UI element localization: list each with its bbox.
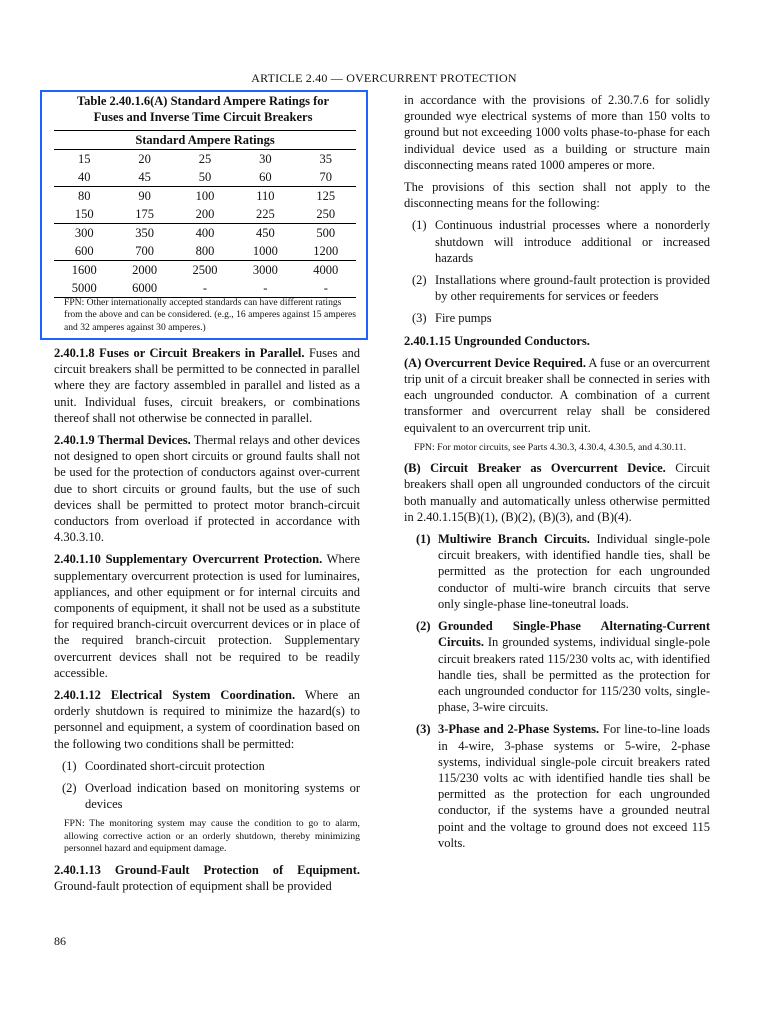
list-body: In grounded systems, individual single-pole circuit breakers rated 115/230 volts ac, with identified handle ties, shall be permitted as the protection for each ungrounded conductor for 115/230 volts, single-phase, 3-wire circuits. bbox=[438, 635, 710, 715]
table-cell: 500 bbox=[316, 225, 336, 240]
table-cell: 5000 bbox=[54, 279, 114, 298]
table-title bbox=[50, 94, 356, 125]
section-body: Where supplementary overcurrent protection is used for luminaires, appliances, and other equipment or for internal circuits and components of equipment, it shall not be used as a substitute for required branch-circuit overcurrent devices or in place of the required branch-circuit protection. Supplementary overcurrent devices shall not be required to be readily accessible. bbox=[54, 552, 360, 680]
list-text: Coordinated short-circuit protection bbox=[85, 758, 265, 773]
section-2-40-1-12 bbox=[54, 687, 360, 752]
table-row bbox=[54, 224, 356, 243]
list-text bbox=[438, 721, 710, 851]
table-cell: 800 bbox=[175, 242, 235, 261]
list-number: (2) bbox=[62, 781, 77, 796]
list-number: (3) bbox=[412, 311, 427, 326]
table-cell: 400 bbox=[195, 225, 215, 240]
table-cell: 110 bbox=[256, 188, 275, 203]
table-cell: 300 bbox=[74, 225, 94, 240]
table-title-line1: Table 2.40.1.6(A) Standard Ampere Ratings for bbox=[76, 94, 330, 108]
list-text: Installations where ground-fault protection is provided by other requirements for services or feeders bbox=[435, 273, 710, 304]
section-2-40-1-8 bbox=[54, 345, 360, 426]
table-cell: 20 bbox=[138, 151, 151, 166]
table-row bbox=[54, 279, 356, 298]
section-heading: 2.40.1.9 Thermal Devices. bbox=[54, 433, 191, 448]
table-cell: 25 bbox=[198, 151, 212, 166]
table-cell: 3000 bbox=[252, 262, 278, 277]
list-number: (1) bbox=[412, 218, 427, 233]
list-body: Individual single-pole circuit breakers, with identified handle ties, shall be permitted as the protection for each ungrounded conductor of multi-wire branch circuits that serve only single-phase line-toneutral loads. bbox=[438, 532, 710, 611]
list-text bbox=[438, 531, 710, 612]
list-item bbox=[404, 531, 710, 612]
table-cell: 250 bbox=[296, 205, 356, 224]
table-cell: 1600 bbox=[71, 262, 97, 277]
table-title-line2: Fuses and Inverse Time Circuit Breakers bbox=[93, 109, 313, 124]
table-cell: 175 bbox=[114, 205, 174, 224]
section-heading: 2.40.1.8 Fuses or Circuit Breakers in Parallel. bbox=[54, 346, 305, 360]
right-column bbox=[404, 92, 710, 851]
list-number: (3) bbox=[416, 722, 431, 737]
table-cell: 6000 bbox=[114, 279, 174, 298]
section-body: Thermal relays and other devices not designed to open short circuits or ground faults shall not be used for the protection of conductors against over-current due to short circuits or ground faults, but the use of such devices shall be permitted to protect motor branch-circuit conductors from overload if protected in accordance with 4.30.3.10. bbox=[54, 433, 360, 545]
section-2-40-1-9 bbox=[54, 432, 360, 545]
table-cell: 35 bbox=[319, 151, 333, 166]
table-cell: 40 bbox=[54, 168, 114, 187]
fpn-note: FPN: For motor circuits, see Parts 4.30.3, 4.30.4, 4.30.5, and 4.30.11. bbox=[414, 441, 687, 453]
table-cell: 150 bbox=[54, 205, 114, 224]
left-column bbox=[54, 345, 360, 894]
section-heading: 2.40.1.10 Supplementary Overcurrent Protection. bbox=[54, 552, 323, 567]
table-cell: 50 bbox=[175, 168, 235, 187]
section-body: Where an orderly shutdown is required to minimize the hazard(s) to personnel and equipment, a system of coordination based on the following two conditions shall be permitted: bbox=[54, 688, 360, 751]
table-cell: - bbox=[175, 279, 235, 298]
list-text bbox=[438, 618, 710, 715]
table-header: Standard Ampere Ratings bbox=[54, 131, 356, 150]
list-item bbox=[404, 310, 710, 326]
section-2-40-1-15-heading: 2.40.1.15 Ungrounded Conductors. bbox=[404, 333, 590, 348]
list-text: Fire pumps bbox=[435, 311, 492, 326]
table-cell: 30 bbox=[259, 151, 272, 166]
table-cell: - bbox=[235, 279, 295, 298]
section-body: Circuit breakers shall open all ungrounded conductors of the circuit both manually and automatically unless otherwise permitted in 2.40.1.15(B)(1), (B)(2), (B)(3), and (B)(4). bbox=[404, 461, 710, 524]
table-row bbox=[54, 150, 356, 169]
list-number: (2) bbox=[416, 619, 431, 634]
list-body: For line-to-line loads in 4-wire, 3-phase systems or 5-wire, 2-phase systems, individual single-pole circuit breakers rated 115/230 volts ac with identified handle ties shall be permitted as the protection for each ungrounded conductor, if the systems have a grounded neutral point and the voltage to ground does not exceed 115 volts. bbox=[438, 722, 710, 850]
table-cell: 450 bbox=[255, 225, 275, 240]
list-item bbox=[404, 618, 710, 715]
continued-paragraph: in accordance with the provisions of 2.30.7.6 for solidly grounded wye electrical systems of more than 150 volts to ground but not exceeding 1000 volts phase-to-phase for each individual device used as a building or structure main disconnecting means rated 1000 amperes or more. bbox=[404, 93, 710, 172]
list-item bbox=[404, 217, 710, 266]
list-item bbox=[404, 272, 710, 304]
table-cell: 2500 bbox=[192, 262, 218, 277]
table-cell: 125 bbox=[316, 188, 336, 203]
table-cell: 70 bbox=[296, 168, 356, 187]
list-heading: 3-Phase and 2-Phase Systems. bbox=[438, 722, 600, 737]
section-heading: (A) Overcurrent Device Required. bbox=[404, 355, 586, 370]
table-fpn: FPN: Other internationally accepted standards can have different ratings from the above and can be considered. (e.g., 16 amperes against 15 amperes and 32 amperes against 30 amperes.) bbox=[64, 297, 356, 333]
table-cell: 100 bbox=[195, 188, 215, 203]
ampere-ratings-table bbox=[54, 130, 356, 298]
table-cell: 1200 bbox=[296, 242, 356, 261]
table-cell: 1000 bbox=[235, 242, 295, 261]
section-body: Ground-fault protection of equipment shall be provided bbox=[54, 878, 332, 893]
table-cell: 45 bbox=[114, 168, 174, 187]
section-body: Fuses and circuit breakers shall be permitted to be connected in parallel where they are factory assembled in parallel and listed as a unit. Individual fuses, circuit breakers, or combinations thereof shall not otherwise be connected in parallel. bbox=[54, 346, 360, 425]
table-cell: - bbox=[296, 279, 356, 298]
list-text: Continuous industrial processes where a nonorderly shutdown will introduce additional or increased hazards bbox=[435, 218, 710, 265]
table-cell: 80 bbox=[77, 188, 91, 203]
table-row bbox=[54, 168, 356, 187]
table-cell: 15 bbox=[77, 151, 91, 166]
list-number: (1) bbox=[416, 532, 431, 547]
table-row bbox=[54, 205, 356, 224]
subsection-a bbox=[404, 355, 710, 436]
table-cell: 2000 bbox=[132, 262, 158, 277]
table-cell: 200 bbox=[175, 205, 235, 224]
list-item bbox=[54, 758, 360, 774]
list-heading: Grounded Single-Phase Alternating-Current Circuits. bbox=[438, 619, 710, 650]
section-heading: (B) Circuit Breaker as Overcurrent Device. bbox=[404, 461, 666, 476]
table-row bbox=[54, 187, 356, 206]
table-cell: 600 bbox=[54, 242, 114, 261]
table-cell: 225 bbox=[235, 205, 295, 224]
subsection-b bbox=[404, 460, 710, 525]
list-item bbox=[54, 780, 360, 812]
table-cell: 60 bbox=[235, 168, 295, 187]
table-row bbox=[54, 261, 356, 280]
table-row bbox=[54, 242, 356, 261]
table-cell: 350 bbox=[135, 225, 154, 240]
section-heading: 2.40.1.12 Electrical System Coordination. bbox=[54, 688, 296, 703]
page-number: 86 bbox=[54, 934, 66, 948]
list-number: (2) bbox=[412, 273, 427, 288]
list-number: (1) bbox=[62, 758, 77, 773]
section-heading: 2.40.1.13 Ground-Fault Protection of Equipment. bbox=[54, 862, 360, 877]
section-2-40-1-10 bbox=[54, 551, 360, 681]
section-body: A fuse or an overcurrent trip unit of a circuit breaker shall be connected in series with each ungrounded conductor. A combination of a current transformer and overcurrent relay shall be considered equivalent to an overcurrent trip unit. bbox=[404, 355, 710, 435]
table-cell: 700 bbox=[114, 242, 174, 261]
page-header: ARTICLE 2.40 — OVERCURRENT PROTECTION bbox=[251, 71, 517, 85]
table-cell: 4000 bbox=[313, 262, 339, 277]
section-2-40-1-13 bbox=[54, 862, 360, 894]
fpn-note: FPN: The monitoring system may cause the condition to go to alarm, allowing corrective action or an orderly shutdown, thereby minimizing personnel hazard and equipment damage. bbox=[64, 818, 360, 855]
table-cell: 90 bbox=[138, 188, 151, 203]
provisions-paragraph: The provisions of this section shall not apply to the disconnecting means for the following: bbox=[404, 180, 710, 211]
list-item bbox=[404, 721, 710, 851]
list-heading: Multiwire Branch Circuits. bbox=[438, 532, 590, 547]
list-text: Overload indication based on monitoring systems or devices bbox=[85, 781, 360, 812]
